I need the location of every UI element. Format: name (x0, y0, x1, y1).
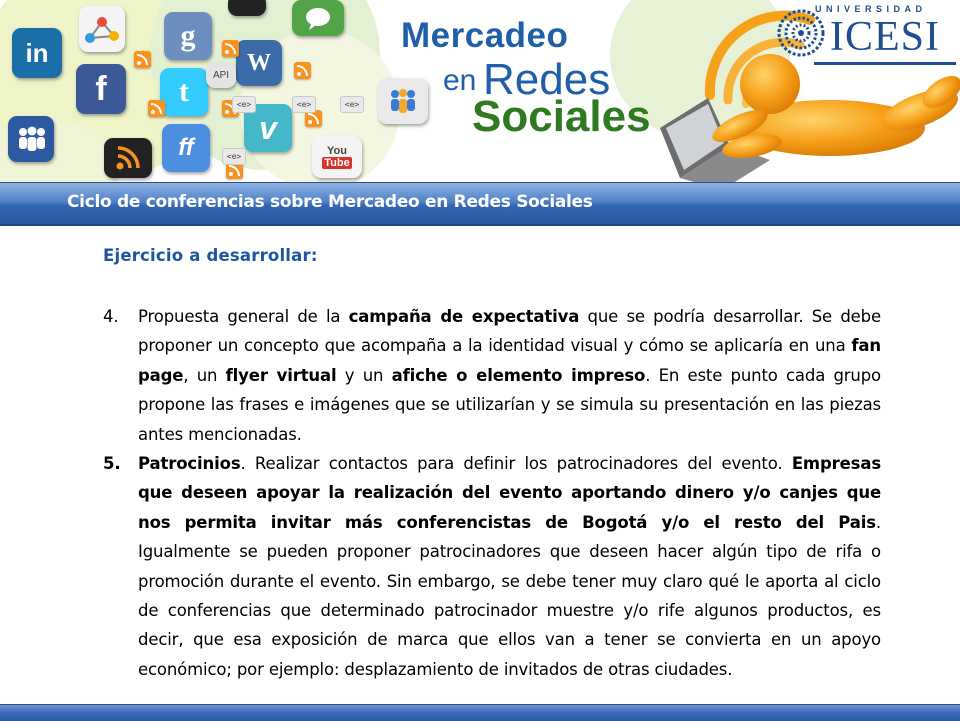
facebook-icon: f (76, 64, 126, 114)
wordpress-icon: W (236, 40, 282, 86)
list-item-number: 5. (103, 454, 121, 474)
code-tag-icon: <e> (222, 148, 246, 165)
vimeo-icon: v (244, 104, 292, 152)
banner-title-sociales: Sociales (472, 92, 651, 141)
delicious-icon (378, 78, 428, 124)
banner-title-mercadeo: Mercadeo (401, 16, 569, 55)
friendfeed-icon: ff (162, 124, 210, 172)
rss-icon (134, 51, 151, 68)
rss-icon (294, 62, 311, 79)
list-item-text: Patrocinios. Realizar contactos para definir los patrocinadores del evento. Empresas que deseen apoyar la realización del evento aportando dinero y/o canjes que nos permita invitar más conferencistas de Bogotá y/o el resto del Pais. Igualmente se pueden proponer patrocinadores que deseen hacer algún tipo de rifa o promoción durante el evento. Sin embargo, se debe tener muy claro qué le aporta al ciclo de conferencias que determinado patrocinador muestre y/o rife algunos productos, es decir, que esa exposición de marca que ellos van a tener se convierta en un apoyo económico; por ejemplo: desplazamiento de invitados de otras ciudades. (138, 454, 881, 679)
university-seal-icon (776, 8, 826, 58)
google-icon: g (164, 12, 212, 60)
footer-bar (0, 704, 960, 721)
black-app-icon (228, 0, 266, 16)
code-tag-icon: <e> (340, 96, 364, 113)
university-label: UNIVERSIDAD (815, 4, 927, 14)
section-title-bar (0, 182, 960, 226)
list-item (103, 302, 881, 449)
rss-icon (222, 40, 239, 57)
list-item-text: Propuesta general de la campaña de expectativa que se podría desarrollar. Se debe proponer un concepto que acompaña a la identidad visual y cómo se aplicaría en una fan page, un flyer virtual y un afiche o elemento impreso. En este punto cada grupo propone las frases e imágenes que se utilizarían y se simula su presentación en las piezas antes mencionadas. (138, 307, 881, 444)
youtube-icon (312, 136, 362, 178)
university-name: ICESI (830, 14, 940, 60)
network-icon (79, 6, 125, 52)
linkedin-icon: in (12, 28, 62, 78)
rss-icon (148, 100, 165, 117)
section-title: Ciclo de conferencias sobre Mercadeo en Redes Sociales (67, 192, 593, 212)
rss-feed-icon (104, 138, 152, 178)
header-banner (0, 0, 960, 182)
list-item (103, 449, 881, 684)
banner-title-en: en (443, 64, 477, 97)
exercise-list (103, 302, 881, 684)
code-tag-icon: <e> (292, 96, 316, 113)
list-item-number: 4. (103, 307, 119, 326)
university-underline (814, 62, 956, 65)
code-tag-icon: <e> (232, 96, 256, 113)
banner-title-redes: Redes (483, 55, 611, 104)
exercise-heading: Ejercicio a desarrollar: (103, 246, 318, 265)
chat-icon (292, 0, 344, 36)
myspace-icon (8, 116, 54, 162)
youtube-tube-text: Tube (324, 157, 350, 169)
api-icon: API (206, 62, 236, 88)
twitter-icon: t (160, 68, 208, 116)
youtube-you-text: You (327, 145, 347, 157)
